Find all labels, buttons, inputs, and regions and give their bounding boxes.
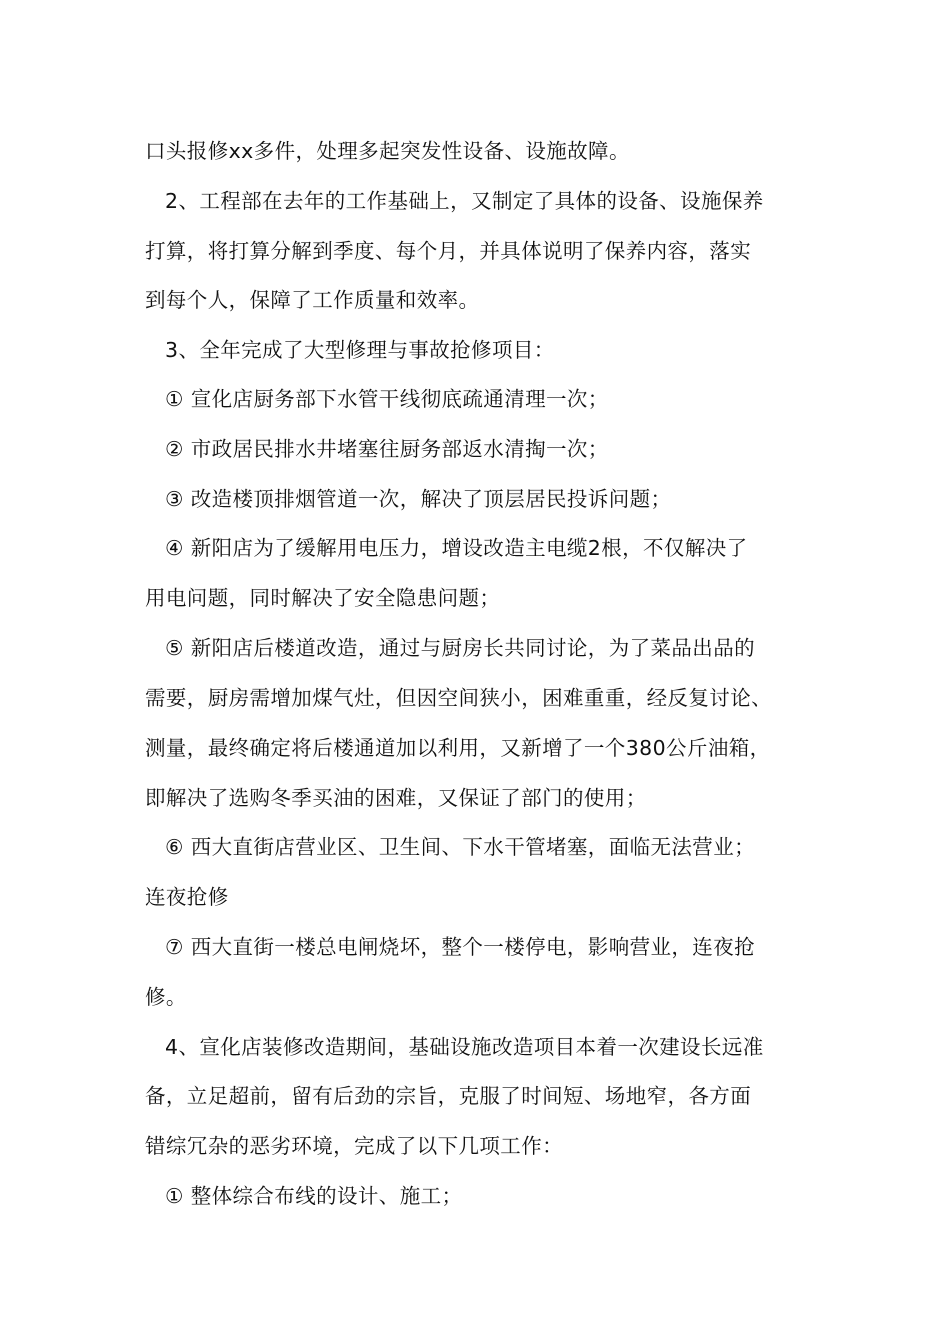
text-line: ⑤ 新阳店后楼道改造，通过与厨房长共同讨论，为了菜品出品的 xyxy=(165,636,755,660)
text-line: 4、宣化店装修改造期间，基础设施改造项目本着一次建设长远准 xyxy=(165,1035,764,1059)
text-line: 到每个人，保障了工作质量和效率。 xyxy=(145,288,480,312)
text-line: 即解决了选购冬季买油的困难，又保证了部门的使用； xyxy=(145,786,647,810)
text-line: 用电问题，同时解决了安全隐患问题； xyxy=(145,586,501,610)
text-line: ① 宣化店厨务部下水管干线彻底疏通清理一次； xyxy=(165,387,609,411)
text-line: 打算，将打算分解到季度、每个月，并具体说明了保养内容，落实 xyxy=(145,239,752,263)
text-line: ③ 改造楼顶排烟管道一次，解决了顶层居民投诉问题； xyxy=(165,487,672,511)
text-line: ⑦ 西大直街一楼总电闸烧坏，整个一楼停电，影响营业，连夜抢 xyxy=(165,935,755,959)
text-line: 需要，厨房需增加煤气灶，但因空间狭小，困难重重，经反复讨论、 xyxy=(145,686,772,710)
text-line: 2、工程部在去年的工作基础上，又制定了具体的设备、设施保养 xyxy=(165,189,764,213)
text-line: ④ 新阳店为了缓解用电压力，增设改造主电缆2根，不仅解决了 xyxy=(165,536,748,560)
text-line: 3、全年完成了大型修理与事故抢修项目： xyxy=(165,338,555,362)
text-line: 测量，最终确定将后楼通道加以利用，又新增了一个380公斤油箱， xyxy=(145,736,771,760)
text-line: ① 整体综合布线的设计、施工； xyxy=(165,1184,463,1208)
text-line: ⑥ 西大直街店营业区、卫生间、下水干管堵塞，面临无法营业； xyxy=(165,835,755,859)
text-line: 错综冗杂的恶劣环境，完成了以下几项工作： xyxy=(145,1134,563,1158)
text-line: ② 市政居民排水井堵塞往厨务部返水清掏一次； xyxy=(165,437,609,461)
text-line: 口头报修xx多件，处理多起突发性设备、设施故障。 xyxy=(145,139,630,163)
text-line: 备，立足超前，留有后劲的宗旨，克服了时间短、场地窄，各方面 xyxy=(145,1084,752,1108)
text-line: 连夜抢修 xyxy=(145,885,229,909)
text-line: 修。 xyxy=(145,985,187,1009)
